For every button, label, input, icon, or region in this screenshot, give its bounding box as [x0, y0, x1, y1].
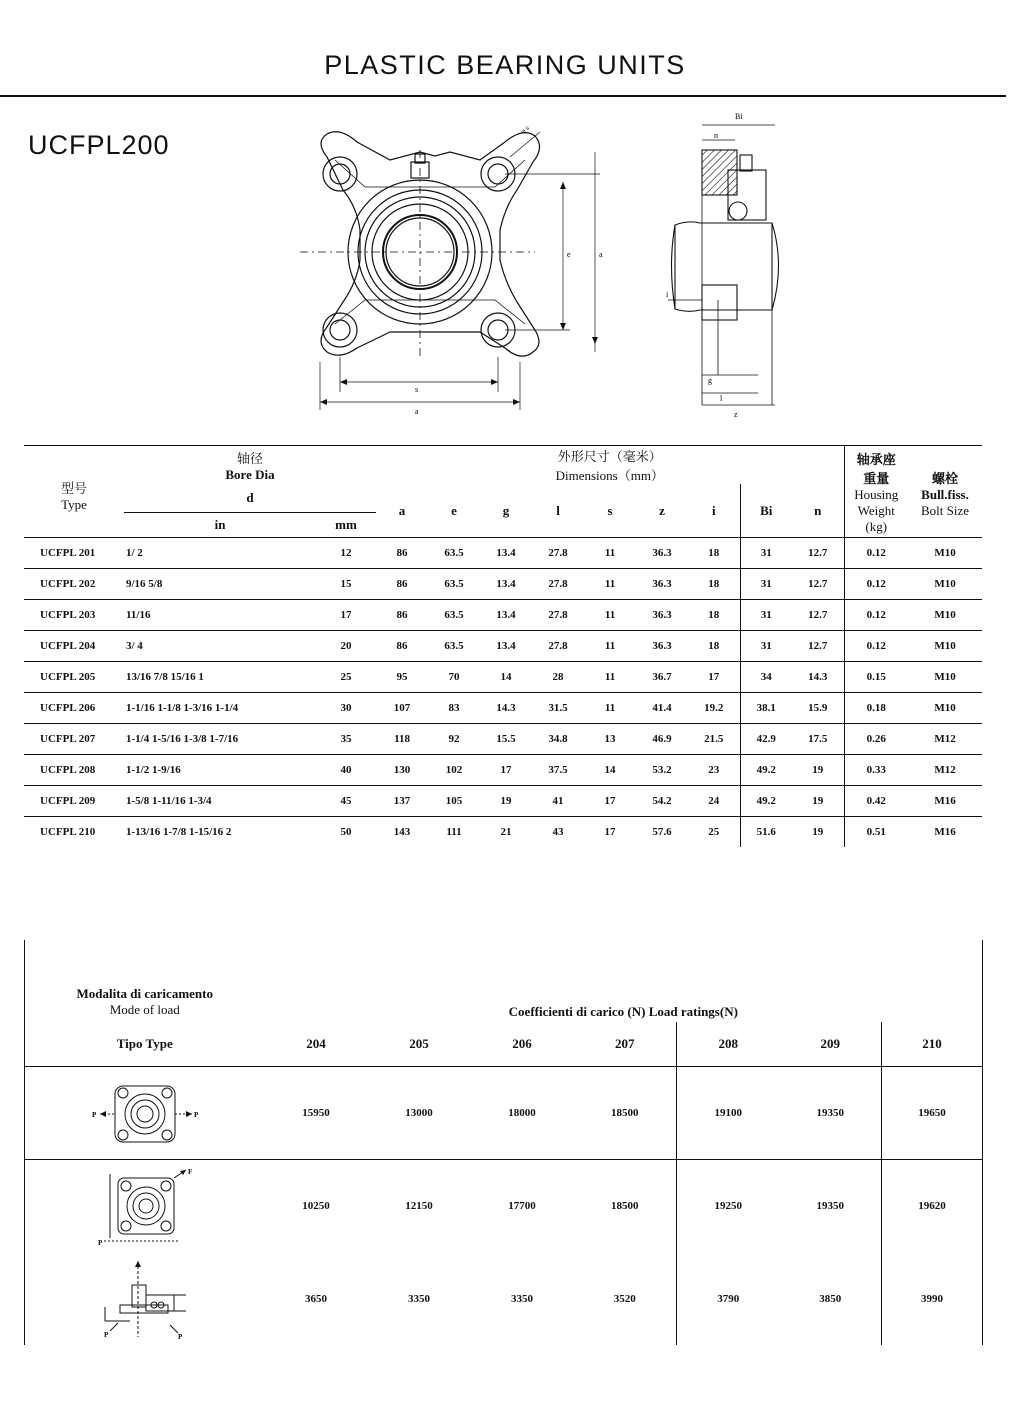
page-title: PLASTIC BEARING UNITS: [324, 50, 686, 80]
spec-cell-bi: 38.1: [740, 693, 792, 724]
radial-load-row-icon: [25, 1066, 265, 1159]
spec-cell-l: 27.8: [532, 569, 584, 600]
spec-cell-i: 18: [688, 538, 740, 569]
load-value: 3650: [305, 1292, 327, 1305]
spec-cell-g: 13.4: [480, 538, 532, 569]
col-l-header: l: [556, 502, 560, 518]
load-value: 19350: [816, 1199, 844, 1212]
spec-cell-type: UCFPL 202: [24, 569, 124, 600]
spec-cell-e: 105: [428, 786, 480, 817]
spec-cell-a: 86: [376, 631, 428, 662]
dim-n-label: n: [714, 131, 718, 140]
load-value: 19650: [882, 1066, 983, 1159]
spec-cell-in: 1-13/16 1-7/8 1-15/16 2: [124, 817, 316, 848]
spec-row: [24, 631, 982, 662]
spec-cell-bolt: M10: [908, 693, 982, 724]
spec-cell-in: 1/ 2: [124, 538, 316, 569]
spec-cell-a: 143: [376, 817, 428, 848]
svg-text:P: P: [193, 1110, 199, 1119]
spec-cell-i: 24: [688, 786, 740, 817]
spec-cell-n: 12.7: [792, 631, 844, 662]
spec-cell-type: UCFPL 201: [24, 538, 124, 569]
load-value: 3990: [882, 1252, 983, 1345]
side-view-drawing: [660, 105, 800, 420]
spec-cell-z: 53.2: [636, 755, 688, 786]
load-value: 19350: [780, 1066, 882, 1159]
spec-cell-n: 12.7: [792, 569, 844, 600]
spec-cell-s: 17: [584, 817, 636, 848]
col-n-header: n: [814, 502, 822, 518]
svg-text:P: P: [103, 1330, 109, 1339]
col-a-header: a: [398, 502, 406, 518]
spec-row: [24, 693, 982, 724]
spec-cell-e: 102: [428, 755, 480, 786]
load-value: 10250: [302, 1199, 330, 1212]
spec-cell-mm: 15: [316, 569, 376, 600]
spec-cell-weight: 0.12: [844, 600, 908, 631]
spec-cell-mm: 50: [316, 817, 376, 848]
spec-cell-s: 11: [584, 600, 636, 631]
spec-cell-weight: 0.42: [844, 786, 908, 817]
load-value: 3520: [613, 1292, 636, 1305]
spec-cell-i: 25: [688, 817, 740, 848]
spec-cell-n: 15.9: [792, 693, 844, 724]
spec-cell-n: 14.3: [792, 662, 844, 693]
axial-load-row-icon: [25, 1252, 265, 1345]
col-bi-header: Bi: [740, 484, 792, 538]
spec-cell-n: 19: [792, 755, 844, 786]
spec-cell-type: UCFPL 206: [24, 693, 124, 724]
dim-a-right-label: a: [599, 250, 603, 259]
load-value: 19100: [677, 1066, 780, 1159]
spec-cell-bi: 49.2: [740, 786, 792, 817]
load-value: 3850: [819, 1292, 842, 1305]
spec-cell-in: 1-5/8 1-11/16 1-3/4: [124, 786, 316, 817]
col-z-header: z: [659, 502, 665, 518]
load-value: 3350: [511, 1292, 533, 1305]
load-value: 12150: [405, 1199, 433, 1212]
size-206-header: 206: [471, 1022, 574, 1066]
spec-cell-bi: 31: [740, 569, 792, 600]
spec-cell-type: UCFPL 205: [24, 662, 124, 693]
load-value: 15950: [265, 1066, 368, 1159]
spec-cell-l: 34.8: [532, 724, 584, 755]
spec-cell-i: 18: [688, 569, 740, 600]
load-value: 18500: [611, 1199, 639, 1212]
load-value: 3350: [408, 1292, 430, 1305]
spec-cell-n: 12.7: [792, 600, 844, 631]
spec-cell-l: 28: [532, 662, 584, 693]
spec-cell-bi: 31: [740, 538, 792, 569]
spec-cell-l: 27.8: [532, 538, 584, 569]
front-view-drawing: [295, 112, 610, 422]
diagonal-load-row-icon: [25, 1159, 265, 1252]
spec-cell-bolt: M10: [908, 662, 982, 693]
spec-cell-mm: 17: [316, 600, 376, 631]
spec-cell-e: 63.5: [428, 600, 480, 631]
load-value: 19250: [677, 1159, 780, 1252]
spec-row: [24, 786, 982, 817]
diagonal-load-icon: [90, 1166, 200, 1246]
spec-cell-e: 63.5: [428, 569, 480, 600]
dim-e-label: e: [567, 250, 571, 259]
model-title: UCFPL200: [28, 130, 170, 160]
spec-cell-z: 46.9: [636, 724, 688, 755]
spec-cell-in: 13/16 7/8 15/16 1: [124, 662, 316, 693]
dim-g-label: g: [708, 376, 712, 385]
spec-cell-mm: 30: [316, 693, 376, 724]
spec-cell-bolt: M10: [908, 538, 982, 569]
spec-cell-weight: 0.12: [844, 631, 908, 662]
size-209-header: 209: [780, 1022, 882, 1066]
spec-table: [24, 445, 982, 847]
spec-cell-weight: 0.51: [844, 817, 908, 848]
tipo-type-header: Tipo Type: [25, 1022, 265, 1066]
col-i-header: i: [711, 502, 716, 518]
load-value: 17700: [508, 1199, 536, 1212]
spec-cell-s: 17: [584, 786, 636, 817]
spec-cell-a: 86: [376, 538, 428, 569]
col-e-header: e: [451, 502, 457, 518]
spec-cell-bolt: M16: [908, 817, 982, 848]
spec-cell-g: 14: [480, 662, 532, 693]
spec-cell-in: 1-1/2 1-9/16: [124, 755, 316, 786]
spec-cell-l: 27.8: [532, 631, 584, 662]
spec-cell-i: 21.5: [688, 724, 740, 755]
load-ratings-header: Coefficienti di carico (N) Load ratings(N): [265, 940, 983, 1022]
spec-cell-z: 41.4: [636, 693, 688, 724]
spec-cell-mm: 12: [316, 538, 376, 569]
spec-cell-i: 23: [688, 755, 740, 786]
spec-cell-in: 3/ 4: [124, 631, 316, 662]
spec-cell-type: UCFPL 207: [24, 724, 124, 755]
spec-cell-z: 36.7: [636, 662, 688, 693]
radial-load-icon: [90, 1078, 200, 1148]
spec-cell-bi: 31: [740, 631, 792, 662]
spec-cell-z: 36.3: [636, 569, 688, 600]
type-header: 型号 Type: [24, 446, 124, 513]
axial-load-icon: [90, 1257, 200, 1341]
spec-cell-s: 11: [584, 631, 636, 662]
spec-cell-bi: 51.6: [740, 817, 792, 848]
spec-cell-l: 37.5: [532, 755, 584, 786]
spec-cell-i: 18: [688, 631, 740, 662]
spec-row: [24, 724, 982, 755]
spec-cell-bi: 34: [740, 662, 792, 693]
size-208-header: 208: [677, 1022, 780, 1066]
spec-cell-mm: 45: [316, 786, 376, 817]
spec-row: [24, 817, 982, 848]
spec-cell-s: 11: [584, 693, 636, 724]
spec-cell-z: 57.6: [636, 817, 688, 848]
spec-cell-weight: 0.12: [844, 569, 908, 600]
spec-cell-n: 12.7: [792, 538, 844, 569]
spec-cell-g: 13.4: [480, 569, 532, 600]
svg-text:P: P: [91, 1110, 97, 1119]
load-value: 19620: [882, 1159, 983, 1252]
spec-cell-e: 63.5: [428, 538, 480, 569]
load-value: 3790: [677, 1252, 780, 1345]
spec-cell-e: 70: [428, 662, 480, 693]
svg-text:F: F: [187, 1167, 193, 1176]
d-header: d: [124, 484, 376, 513]
bolt-header: 螺栓 Bull.fiss. Bolt Size: [908, 446, 982, 538]
spec-cell-bolt: M10: [908, 631, 982, 662]
spec-cell-bolt: M12: [908, 755, 982, 786]
spec-cell-in: 9/16 5/8: [124, 569, 316, 600]
spec-cell-a: 118: [376, 724, 428, 755]
weight-header: 轴承座 重量 Housing Weight (kg): [844, 446, 908, 538]
spec-cell-type: UCFPL 210: [24, 817, 124, 848]
spec-cell-bi: 49.2: [740, 755, 792, 786]
spec-cell-l: 41: [532, 786, 584, 817]
spec-cell-s: 14: [584, 755, 636, 786]
spec-cell-l: 43: [532, 817, 584, 848]
load-table: [24, 940, 983, 1345]
spec-cell-bolt: M16: [908, 786, 982, 817]
in-header: in: [214, 517, 226, 532]
spec-cell-g: 15.5: [480, 724, 532, 755]
spec-cell-a: 107: [376, 693, 428, 724]
bore-header: 轴径 Bore Dia: [124, 446, 376, 485]
hole-diam-label: φ s: [519, 123, 531, 136]
spec-cell-n: 19: [792, 786, 844, 817]
spec-cell-type: UCFPL 203: [24, 600, 124, 631]
spec-cell-z: 36.3: [636, 600, 688, 631]
load-value: 13000: [368, 1066, 471, 1159]
spec-cell-mm: 20: [316, 631, 376, 662]
spec-cell-a: 137: [376, 786, 428, 817]
mode-of-load-header: Modalita di caricamento Mode of load: [25, 940, 265, 1022]
spec-row: [24, 569, 982, 600]
spec-cell-i: 18: [688, 600, 740, 631]
spec-cell-bolt: M12: [908, 724, 982, 755]
spec-cell-in: 1-1/16 1-1/8 1-3/16 1-1/4: [124, 693, 316, 724]
spec-cell-weight: 0.15: [844, 662, 908, 693]
spec-cell-weight: 0.33: [844, 755, 908, 786]
spec-cell-g: 19: [480, 786, 532, 817]
dim-s-label: s: [415, 385, 419, 394]
spec-cell-in: 1-1/4 1-5/16 1-3/8 1-7/16: [124, 724, 316, 755]
dim-a-label: a: [415, 407, 419, 416]
spec-cell-a: 130: [376, 755, 428, 786]
spec-cell-bi: 42.9: [740, 724, 792, 755]
spec-cell-s: 13: [584, 724, 636, 755]
spec-cell-a: 95: [376, 662, 428, 693]
spec-cell-type: UCFPL 204: [24, 631, 124, 662]
spec-cell-a: 86: [376, 600, 428, 631]
spec-cell-g: 13.4: [480, 600, 532, 631]
dim-z-label: z: [734, 410, 738, 419]
spec-cell-type: UCFPL 208: [24, 755, 124, 786]
col-s-header: s: [607, 502, 613, 518]
spec-cell-g: 14.3: [480, 693, 532, 724]
dim-l-label: l: [720, 394, 723, 403]
spec-cell-l: 31.5: [532, 693, 584, 724]
mm-header: mm: [335, 517, 357, 532]
size-207-header: 207: [574, 1022, 677, 1066]
spec-row: [24, 662, 982, 693]
svg-text:P: P: [97, 1238, 103, 1246]
spec-cell-bolt: M10: [908, 600, 982, 631]
size-204-header: 204: [265, 1022, 368, 1066]
spec-cell-s: 11: [584, 662, 636, 693]
spec-cell-s: 11: [584, 569, 636, 600]
spec-cell-s: 11: [584, 538, 636, 569]
spec-cell-e: 111: [428, 817, 480, 848]
load-value: 18500: [574, 1066, 677, 1159]
spec-cell-mm: 40: [316, 755, 376, 786]
spec-cell-type: UCFPL 209: [24, 786, 124, 817]
spec-cell-g: 21: [480, 817, 532, 848]
spec-cell-e: 92: [428, 724, 480, 755]
dimensions-header: 外形尺寸（毫米） Dimensions（mm）: [376, 446, 844, 485]
spec-cell-weight: 0.26: [844, 724, 908, 755]
size-205-header: 205: [368, 1022, 471, 1066]
spec-cell-z: 36.3: [636, 631, 688, 662]
spec-row: [24, 538, 982, 569]
spec-cell-e: 63.5: [428, 631, 480, 662]
spec-cell-i: 17: [688, 662, 740, 693]
col-g-header: g: [502, 502, 510, 518]
spec-cell-mm: 25: [316, 662, 376, 693]
spec-cell-weight: 0.18: [844, 693, 908, 724]
spec-cell-i: 19.2: [688, 693, 740, 724]
svg-text:P: P: [177, 1332, 183, 1341]
spec-cell-z: 36.3: [636, 538, 688, 569]
spec-cell-l: 27.8: [532, 600, 584, 631]
dim-i-label: i: [666, 290, 669, 299]
spec-cell-weight: 0.12: [844, 538, 908, 569]
spec-cell-g: 13.4: [480, 631, 532, 662]
spec-row: [24, 755, 982, 786]
spec-cell-n: 17.5: [792, 724, 844, 755]
spec-cell-in: 11/16: [124, 600, 316, 631]
spec-cell-e: 83: [428, 693, 480, 724]
size-210-header: 210: [882, 1022, 983, 1066]
spec-cell-z: 54.2: [636, 786, 688, 817]
dim-bi-label: Bi: [735, 112, 743, 121]
title-divider: [0, 95, 1006, 97]
spec-cell-mm: 35: [316, 724, 376, 755]
spec-cell-n: 19: [792, 817, 844, 848]
spec-row: [24, 600, 982, 631]
spec-cell-bi: 31: [740, 600, 792, 631]
spec-cell-g: 17: [480, 755, 532, 786]
spec-cell-a: 86: [376, 569, 428, 600]
load-value: 18000: [471, 1066, 574, 1159]
spec-cell-bolt: M10: [908, 569, 982, 600]
